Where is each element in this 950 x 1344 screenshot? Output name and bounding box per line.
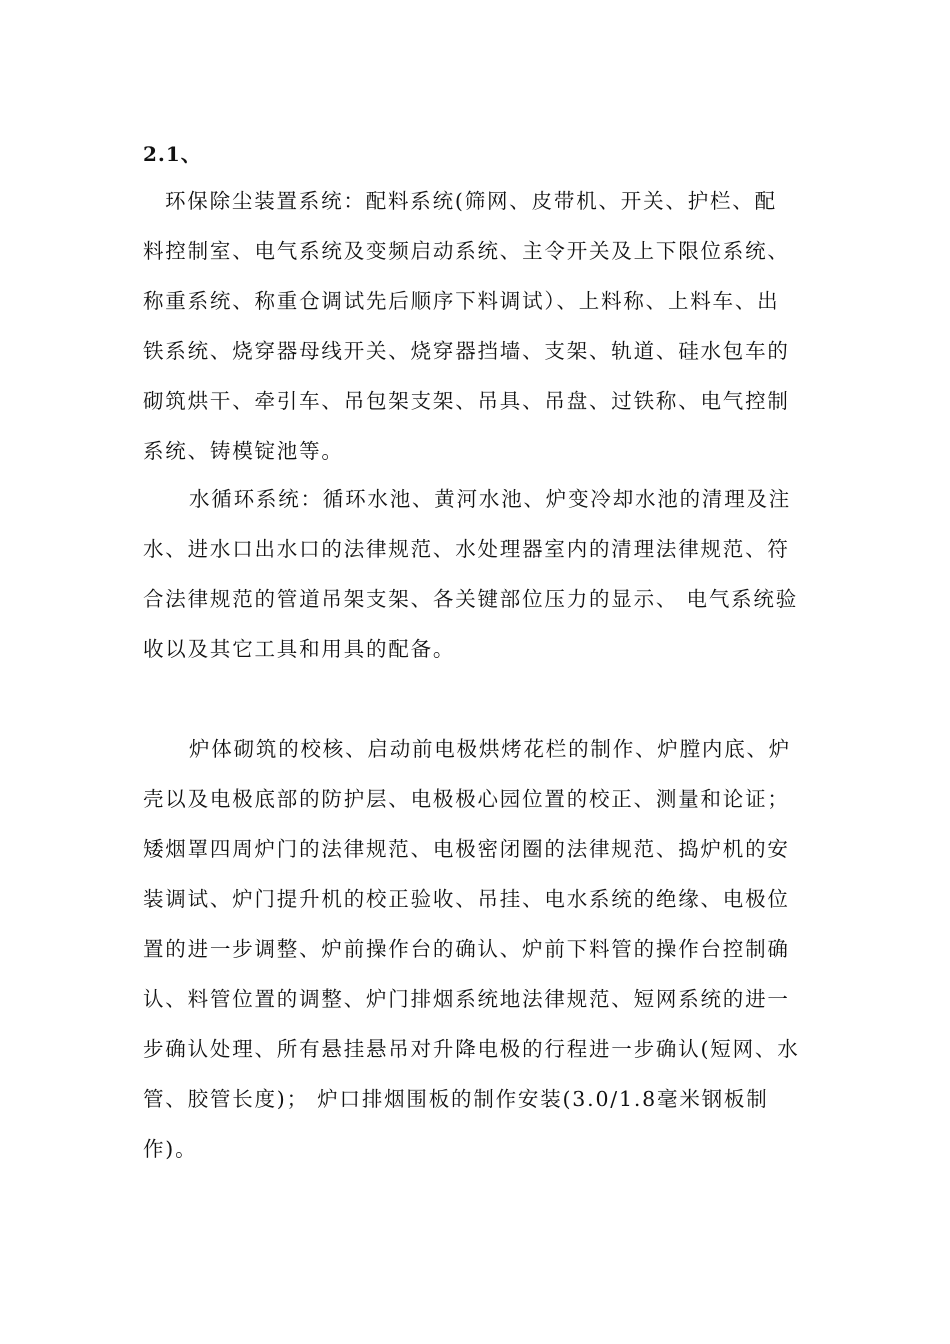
paragraph-line: 炉体砌筑的校核、启动前电极烘烤花栏的制作、炉膛内底、炉 xyxy=(189,737,792,761)
paragraph-line: 砌筑烘干、牵引车、吊包架支架、吊具、吊盘、过铁称、电气控制 xyxy=(143,389,790,413)
paragraph-line: 壳以及电极底部的防护层、电极极心园位置的校正、测量和论证； xyxy=(143,787,790,811)
paragraph-line: 置的进一步调整、炉前操作台的确认、炉前下料管的操作台控制确 xyxy=(143,937,790,961)
paragraph-line: 合法律规范的管道吊架支架、各关键部位压力的显示、 电气系统验 xyxy=(143,587,799,611)
paragraph-line: 步确认处理、所有悬挂悬吊对升降电极的行程进一步确认(短网、水 xyxy=(143,1037,800,1061)
paragraph-line: 装调试、炉门提升机的校正验收、吊挂、电水系统的绝缘、电极位 xyxy=(143,887,790,911)
section-number: 2.1、 xyxy=(143,142,202,166)
paragraph-line: 认、料管位置的调整、炉门排烟系统地法律规范、短网系统的进一 xyxy=(143,987,790,1011)
paragraph-line: 环保除尘装置系统：配料系统(筛网、皮带机、开关、护栏、配 xyxy=(165,189,777,213)
paragraph-line: 作)。 xyxy=(143,1137,198,1161)
paragraph-line: 矮烟罩四周炉门的法律规范、电极密闭圈的法律规范、捣炉机的安 xyxy=(143,837,790,861)
paragraph-line: 系统、铸模锭池等。 xyxy=(143,439,344,463)
paragraph-line: 料控制室、电气系统及变频启动系统、主令开关及上下限位系统、 xyxy=(143,239,790,263)
paragraph-line: 水循环系统：循环水池、黄河水池、炉变冷却水池的清理及注 xyxy=(189,487,792,511)
paragraph-furnace-body xyxy=(143,724,813,1174)
paragraph-line: 收以及其它工具和用具的配备。 xyxy=(143,637,456,661)
paragraph-dust-removal xyxy=(143,176,813,476)
paragraph-line: 称重系统、称重仓调试先后顺序下料调试）、上料称、上料车、出 xyxy=(143,289,780,313)
paragraph-water-circulation xyxy=(143,474,813,674)
paragraph-line: 铁系统、烧穿器母线开关、烧穿器挡墙、支架、轨道、硅水包车的 xyxy=(143,339,790,363)
paragraph-line: 水、进水口出水口的法律规范、水处理器室内的清理法律规范、符 xyxy=(143,537,790,561)
paragraph-line: 管、胶管长度)； 炉口排烟围板的制作安装(3.0/1.8毫米钢板制 xyxy=(143,1087,769,1111)
